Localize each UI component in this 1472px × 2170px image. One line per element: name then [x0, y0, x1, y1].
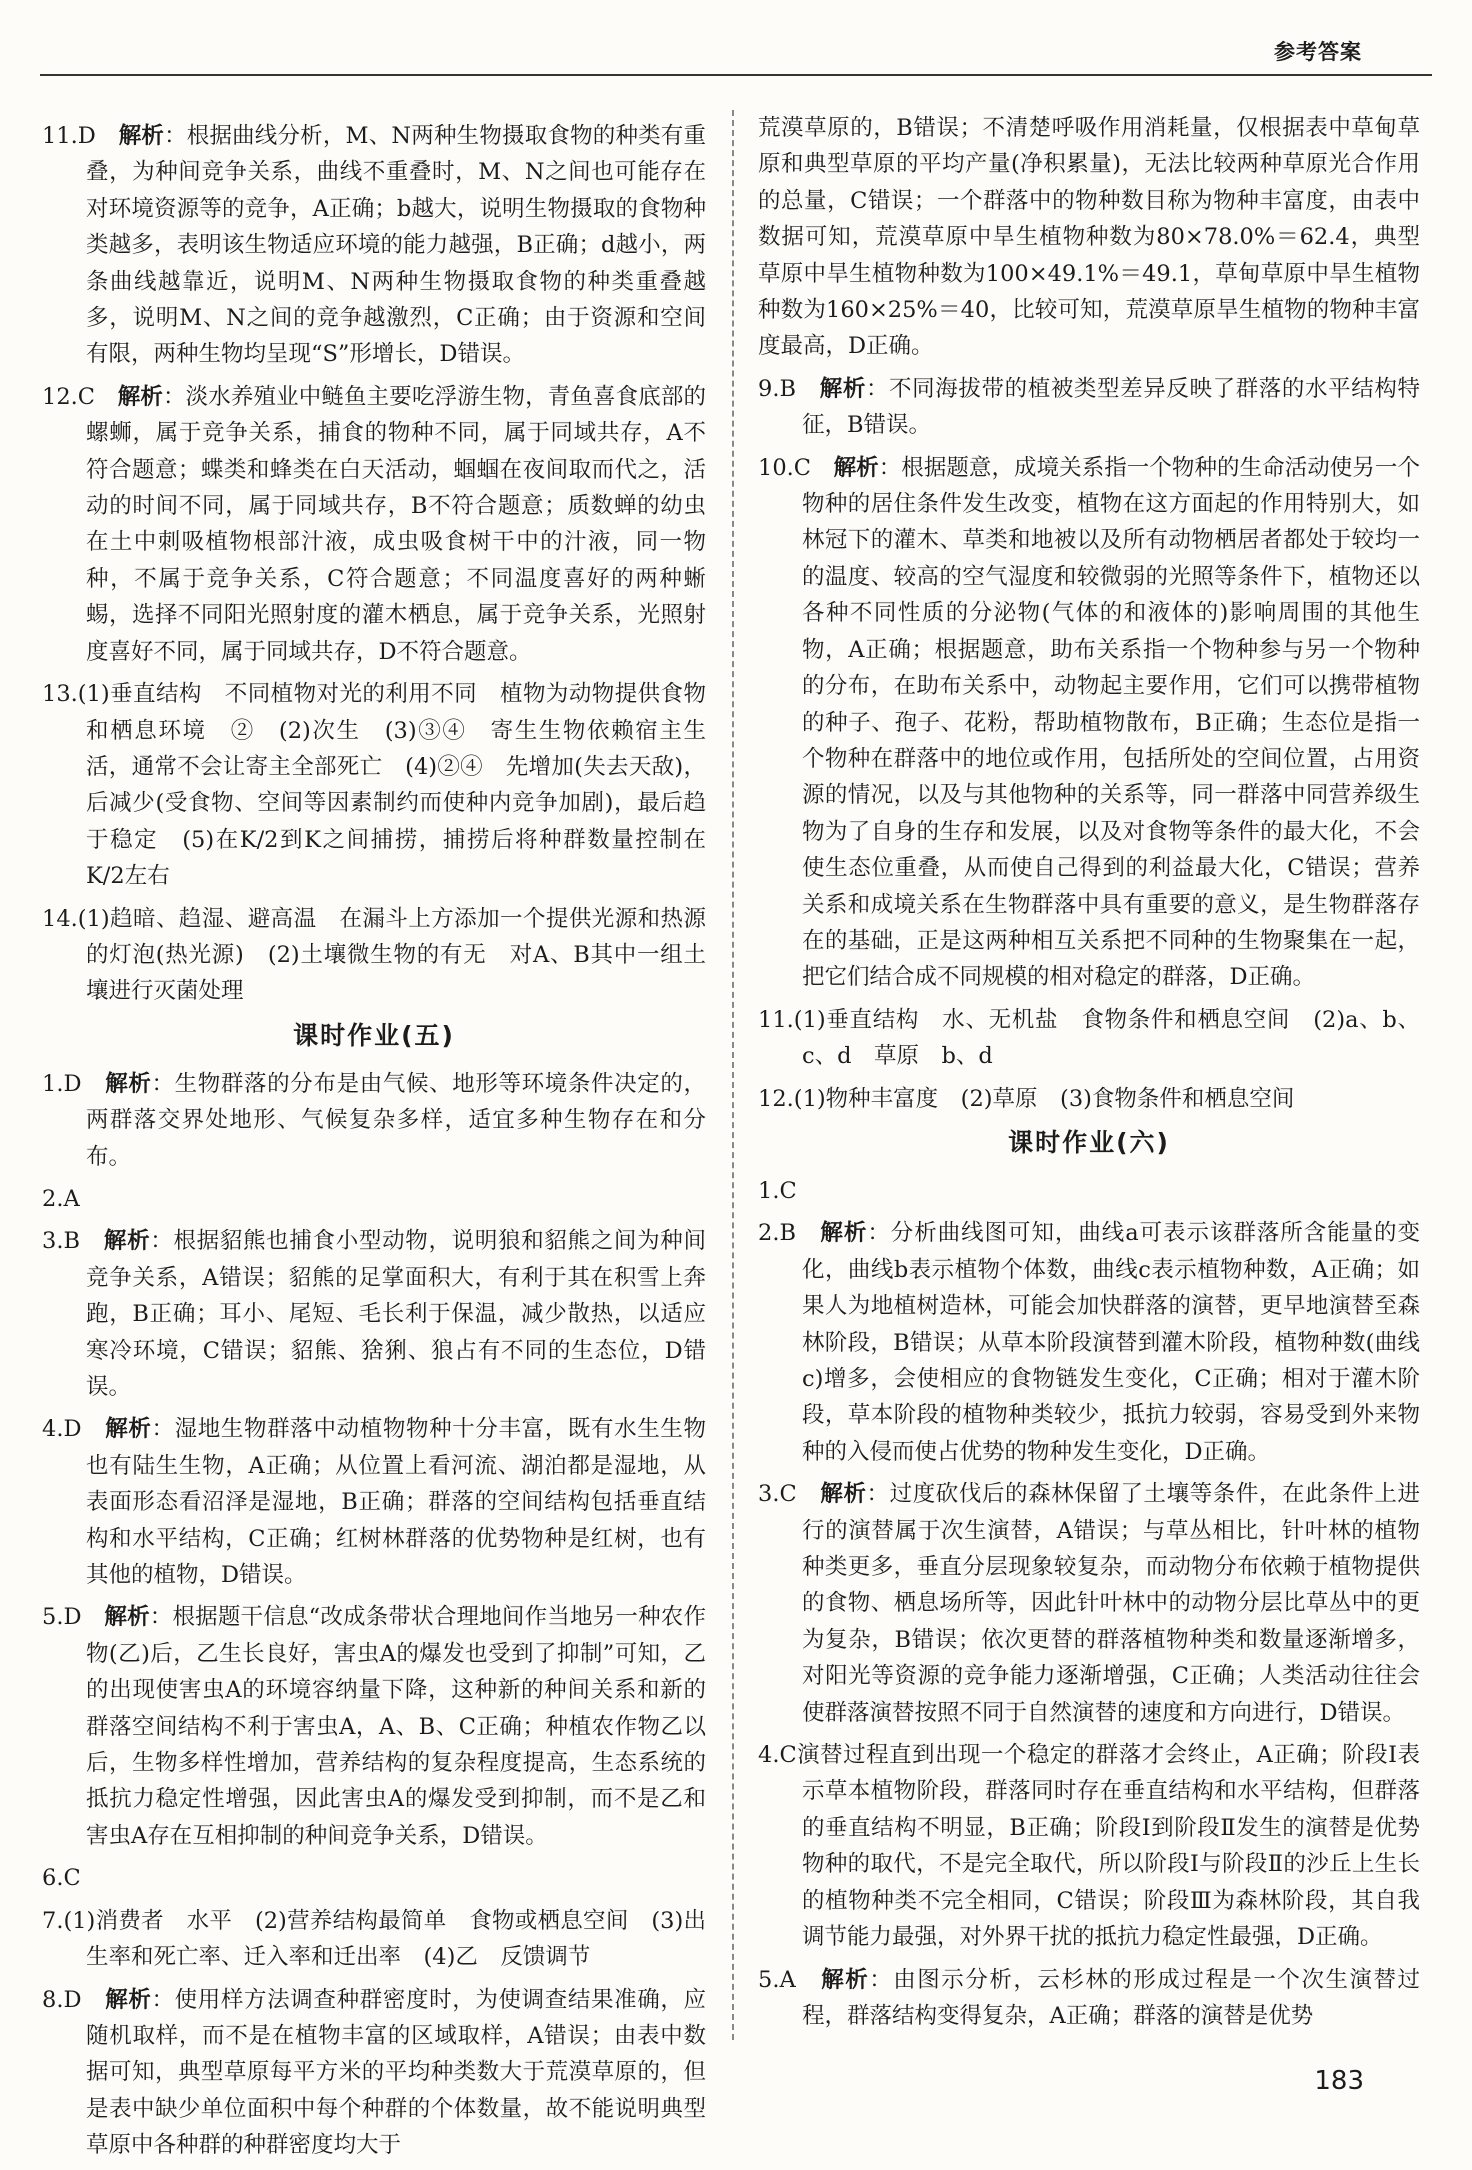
answer-continued	[758, 110, 1420, 365]
answer-item	[42, 1599, 706, 1854]
question-number: 4.D	[42, 1416, 82, 1443]
answer-text: ：使用样方法调查种群密度时，为使调查结果准确，应随机取样，而不是在植物丰富的区域取样，A错误；由表中数据可知，典型草原每平方米的平均种类数大于荒漠草原的，但是表中缺少单位面积中每个种群的个体数量，故不能说明典型草原中各种群的种群密度均大于	[86, 1986, 706, 2159]
header-rule	[40, 74, 1432, 76]
page-header-title: 参考答案	[1274, 40, 1362, 64]
answer-text: ：不同海拔带的植被类型差异反映了群落的水平结构特征，B错误。	[802, 375, 1420, 439]
section-title: 课时作业(五)	[293, 1020, 455, 1050]
answer-item	[758, 450, 1420, 996]
answer-text: (1)消费者 水平 (2)营养结构最简单 食物或栖息空间 (3)出生率和死亡率、迁入率和迁出率 (4)乙 反馈调节	[63, 1907, 706, 1971]
answer-item	[758, 1081, 1420, 1117]
answer-text: ：由图示分析，云杉林的形成过程是一个次生演替过程，群落结构变得复杂，A正确；群落的演替是优势	[802, 1966, 1420, 2029]
section-title: 课时作业(六)	[1008, 1127, 1170, 1157]
answer-text: 荒漠草原的，B错误；不清楚呼吸作用消耗量，仅根据表中草甸草原和典型草原的平均产量(净积累量)，无法比较两种草原光合作用的总量，C错误；一个群落中的物种数目称为物种丰富度，由表中数据可知，荒漠草原中旱生植物种数为80×78.0%＝62.4，典型草原中旱生植物种数为100×49.1%＝49.1，草甸草原中旱生植物种数为160×25%＝40，比较可知，荒漠草原旱生植物的物种丰富度最高，D正确。	[758, 115, 1420, 360]
question-number: 3.B	[42, 1228, 81, 1255]
analysis-label: 解析	[105, 1416, 152, 1443]
question-number: 1.C	[758, 1177, 797, 1204]
answer-item	[758, 1962, 1420, 2035]
page-number: 183	[1314, 2066, 1364, 2096]
answer-item	[758, 1173, 1420, 1209]
analysis-label: 解析	[821, 1966, 870, 1993]
analysis-label: 解析	[820, 1481, 867, 1508]
answer-item	[758, 1002, 1420, 1075]
analysis-label: 解析	[833, 454, 879, 481]
answer-item	[42, 1860, 706, 1896]
question-number: 8.D	[42, 1986, 82, 2013]
analysis-label: 解析	[117, 383, 164, 410]
analysis-label: 解析	[104, 1604, 150, 1631]
analysis-label: 解析	[105, 1070, 152, 1097]
answer-item	[42, 1066, 706, 1175]
answer-text: 演替过程直到出现一个稳定的群落才会终止，A正确；阶段Ⅰ表示草本植物阶段，群落同时存在垂直结构和水平结构，但群落的垂直结构不明显，B正确；阶段Ⅰ到阶段Ⅱ发生的演替是优势物种的取代，不是完全取代，所以阶段Ⅰ与阶段Ⅱ的沙丘上生长的植物种类不完全相同，C错误；阶段Ⅲ为森林阶段，其自我调节能力最强，对外界干扰的抵抗力稳定性最强，D正确。	[796, 1742, 1420, 1951]
answer-text: ：根据貂熊也捕食小型动物，说明狼和貂熊之间为种间竞争关系，A错误；貂熊的足掌面积大，有利于其在积雪上奔跑，B正确；耳小、尾短、毛长利于保温，减少散热，以适应寒冷环境，C错误；貂熊、猞猁、狼占有不同的生态位，D错误。	[86, 1228, 706, 1400]
answer-text: ：湿地生物群落中动植物物种十分丰富，既有水生生物也有陆生生物，A正确；从位置上看河流、湖泊都是湿地，从表面形态看沼泽是湿地，B正确；群落的空间结构包括垂直结构和水平结构，C正确；红树林群落的优势物种是红树，也有其他的植物，D错误。	[86, 1416, 706, 1589]
answer-item	[42, 676, 706, 894]
question-number: 11.	[758, 1006, 794, 1033]
question-number: 4.C	[758, 1742, 797, 1769]
answer-item	[42, 1411, 706, 1593]
question-number: 12.C	[42, 383, 95, 410]
analysis-label: 解析	[118, 123, 165, 149]
answer-text: ：根据题意，成境关系指一个物种的生命活动使另一个物种的居住条件发生改变，植物在这方面起的作用特别大，如林冠下的灌木、草类和地被以及所有动物栖居者都处于较均一的温度、较高的空气湿度和较微弱的光照等条件下，植物还以各种不同性质的分泌物(气体的和液体的)影响周围的其他生物，A正确；根据题意，助布关系指一个物种参与另一个物种的分布，在助布关系中，动物起主要作用，它们可以携带植物的种子、孢子、花粉，帮助植物散布，B正确；生态位是指一个物种在群落中的地位或作用，包括所处的空间位置，占用资源的情况，以及与其他物种的关系等，同一群落中同营养级生物为了自身的生存和发展，以及对食物等条件的最大化，不会使生态位重叠，从而使自己得到的利益最大化，C错误；营养关系和成境关系在生物群落中具有重要的意义，是生物群落存在的基础，正是这两种相互关系把不同种的生物聚集在一起，把它们结合成不同规模的相对稳定的群落，D正确。	[802, 454, 1420, 991]
question-number: 11.D	[42, 123, 96, 149]
answer-item	[758, 1737, 1420, 1955]
analysis-label: 解析	[819, 375, 866, 402]
answer-text: ：根据曲线分析，M、N两种生物摄取食物的种类有重叠，为种间竞争关系，曲线不重叠时，M、N之间也可能存在对环境资源等的竞争，A正确；b越大，说明生物摄取的食物种类越多，表明该生物适应环境的能力越强，B正确；d越小，两条曲线越靠近，说明M、N两种生物摄取食物的种类重叠越多，说明M、N之间的竞争越激烈，C正确；由于资源和空间有限，两种生物均呈现“S”形增长，D错误。	[86, 123, 706, 368]
answer-item	[42, 1181, 706, 1217]
right-column	[758, 110, 1420, 2040]
answer-item	[758, 1215, 1420, 1470]
answer-text: (1)趋暗、趋湿、避高温 在漏斗上方添加一个提供光源和热源的灯泡(热光源) (2)土壤微生物的有无 对A、B其中一组土壤进行灭菌处理	[77, 905, 706, 1005]
answer-item	[42, 379, 706, 670]
answer-text: (1)垂直结构 不同植物对光的利用不同 植物为动物提供食物和栖息环境 ② (2)次生 (3)③④ 寄生生物依赖宿主生活，通常不会让寄主全部死亡 (4)②④ 先增加(失去天敌)，后减少(受食物、空间等因素制约而使种内竞争加剧)，最后趋于稳定 (5)在K/2到K之间捕捞，捕捞后将种群数量控制在K/2左右	[77, 681, 706, 890]
answer-item	[42, 118, 706, 373]
question-number: 12.	[758, 1085, 794, 1112]
analysis-label: 解析	[820, 1220, 868, 1247]
answer-text: (1)垂直结构 水、无机盐 食物条件和栖息空间 (2)a、b、c、d 草原 b、d	[793, 1006, 1420, 1070]
question-number: 2.B	[758, 1220, 797, 1247]
answer-text: (1)物种丰富度 (2)草原 (3)食物条件和栖息空间	[793, 1085, 1295, 1112]
answer-text: ：淡水养殖业中鲢鱼主要吃浮游生物，青鱼喜食底部的螺蛳，属于竞争关系，捕食的物种不同，属于同域共存，A不符合题意；蝶类和蜂类在白天活动，蝈蝈在夜间取而代之，活动的时间不同，属于同域共存，B不符合题意；质数蝉的幼虫在土中刺吸植物根部汁液，成虫吸食树干中的汁液，同一物种，不属于竞争关系，C符合题意；不同温度喜好的两种蜥蜴，选择不同阳光照射度的灌木栖息，属于竞争关系，光照射度喜好不同，属于同域共存，D不符合题意。	[86, 383, 706, 665]
answer-text: ：分析曲线图可知，曲线a可表示该群落所含能量的变化，曲线b表示植物个体数，曲线c表示植物种数，A正确；如果人为地植树造林，可能会加快群落的演替，更早地演替至森林阶段，B错误；从草本阶段演替到灌木阶段，植物种数(曲线c)增多，会使相应的食物链发生变化，C正确；相对于灌木阶段，草本阶段的植物种类较少，抵抗力较弱，容易受到外来物种的入侵而使占优势的物种发生变化，D正确。	[802, 1220, 1420, 1465]
question-number: 9.B	[758, 375, 797, 402]
column-divider	[732, 110, 734, 2040]
answer-item	[758, 371, 1420, 444]
question-number: 2.A	[42, 1185, 80, 1212]
answer-text: ：过度砍伐后的森林保留了土壤等条件，在此条件上进行的演替属于次生演替，A错误；与草丛相比，针叶林的植物种类更多，垂直分层现象较复杂，而动物分布依赖于植物提供的食物、栖息场所等，因此针叶林中的动物分层比草丛中的更为复杂，B错误；依次更替的群落植物种类和数量逐渐增多，对阳光等资源的竞争能力逐渐增强，C正确；人类活动往往会使群落演替按照不同于自然演替的速度和方向进行，D错误。	[802, 1481, 1420, 1726]
answer-item	[758, 1476, 1420, 1731]
answer-item	[42, 1223, 706, 1405]
question-number: 1.D	[42, 1070, 82, 1097]
question-number: 14.	[42, 905, 78, 932]
question-number: 5.A	[758, 1966, 796, 1993]
answer-text: ：根据题干信息“改成条带状合理地间作当地另一种农作物(乙)后，乙生长良好，害虫A的爆发也受到了抑制”可知，乙的出现使害虫A的环境容纳量下降，这种新的种间关系和新的群落空间结构不利于害虫A，A、B、C正确；种植农作物乙以后，生物多样性增加，营养结构的复杂程度提高，生态系统的抵抗力稳定性增强，因此害虫A的爆发受到抑制，而不是乙和害虫A存在互相抑制的种间竞争关系，D错误。	[86, 1604, 706, 1849]
question-number: 13.	[42, 681, 78, 708]
answer-item	[42, 1982, 706, 2164]
answer-item	[42, 901, 706, 1010]
analysis-label: 解析	[103, 1228, 151, 1255]
question-number: 10.C	[758, 454, 811, 481]
left-column	[42, 118, 706, 2170]
question-number: 5.D	[42, 1604, 82, 1631]
question-number: 7.	[42, 1907, 64, 1934]
answer-item	[42, 1903, 706, 1976]
answer-text: ：生物群落的分布是由气候、地形等环境条件决定的，两群落交界处地形、气候复杂多样，适宜多种生物存在和分布。	[86, 1070, 706, 1170]
analysis-label: 解析	[105, 1986, 152, 2013]
question-number: 3.C	[758, 1481, 797, 1508]
question-number: 6.C	[42, 1865, 81, 1892]
